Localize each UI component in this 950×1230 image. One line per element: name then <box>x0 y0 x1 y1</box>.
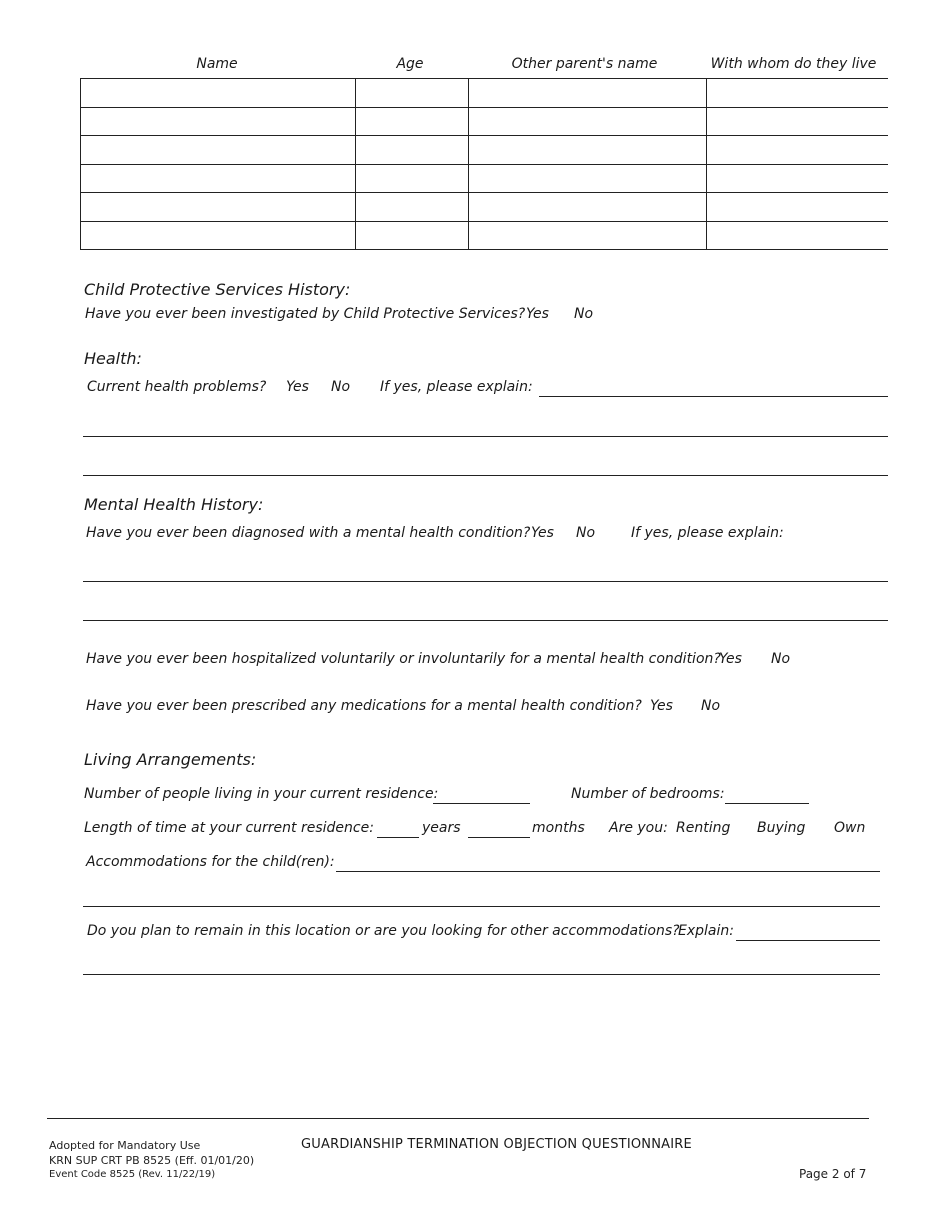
mental-q3-yes-option[interactable]: Yes <box>650 698 673 714</box>
child-lives-with-cell[interactable] <box>707 136 889 165</box>
child-lives-with-cell[interactable] <box>707 107 889 136</box>
footer-form-title: GUARDIANSHIP TERMINATION OBJECTION QUESTIONNAIRE <box>301 1137 692 1152</box>
child-name-cell[interactable] <box>81 164 356 193</box>
living-months-field[interactable] <box>468 837 530 838</box>
health-question: Current health problems? <box>87 379 267 395</box>
mental-q2: Have you ever been hospitalized voluntarily or involuntarily for a mental health condition? <box>86 651 721 667</box>
living-accommodations-line-2[interactable] <box>83 906 880 907</box>
living-own-option[interactable]: Own <box>834 820 866 836</box>
living-length-label: Length of time at your current residence: <box>84 820 374 836</box>
mental-q1-explain-label: If yes, please explain: <box>631 525 784 541</box>
table-row <box>81 221 889 250</box>
health-explain-field[interactable] <box>539 396 888 397</box>
child-name-cell[interactable] <box>81 107 356 136</box>
footer-divider <box>47 1118 869 1119</box>
table-row <box>81 193 889 222</box>
mental-heading: Mental Health History: <box>84 495 264 514</box>
table-row <box>81 79 889 108</box>
col-header-age: Age <box>396 56 424 72</box>
living-bedrooms-label: Number of bedrooms: <box>571 786 725 802</box>
living-people-label: Number of people living in your current residence: <box>84 786 439 802</box>
col-header-lives-with: With whom do they live <box>710 56 877 72</box>
table-row <box>81 136 889 165</box>
living-are-you-label: Are you: <box>609 820 668 836</box>
footer-adopted: Adopted for Mandatory Use <box>49 1139 201 1152</box>
living-years-label: years <box>422 820 461 836</box>
cps-question: Have you ever been investigated by Child Protective Services? <box>85 306 526 322</box>
child-other-parent-cell[interactable] <box>469 107 707 136</box>
child-lives-with-cell[interactable] <box>707 193 889 222</box>
table-row <box>81 164 889 193</box>
col-header-other-parent: Other parent's name <box>511 56 658 72</box>
children-table <box>80 78 888 250</box>
mental-q2-no-option[interactable]: No <box>771 651 791 667</box>
living-plan-explain-line-2[interactable] <box>83 974 880 975</box>
child-age-cell[interactable] <box>356 136 469 165</box>
living-plan-explain-field[interactable] <box>736 940 880 941</box>
living-bedrooms-field[interactable] <box>725 803 809 804</box>
mental-explain-line-1[interactable] <box>83 581 888 582</box>
mental-q3-no-option[interactable]: No <box>701 698 721 714</box>
footer-event-code: Event Code 8525 (Rev. 11/22/19) <box>49 1169 216 1180</box>
child-lives-with-cell[interactable] <box>707 164 889 193</box>
child-name-cell[interactable] <box>81 193 356 222</box>
living-accommodations-label: Accommodations for the child(ren): <box>86 854 335 870</box>
mental-q2-yes-option[interactable]: Yes <box>719 651 742 667</box>
mental-q3: Have you ever been prescribed any medications for a mental health condition? <box>86 698 642 714</box>
mental-q1-no-option[interactable]: No <box>576 525 596 541</box>
living-buying-option[interactable]: Buying <box>757 820 806 836</box>
health-no-option[interactable]: No <box>331 379 351 395</box>
child-other-parent-cell[interactable] <box>469 164 707 193</box>
mental-q1-yes-option[interactable]: Yes <box>531 525 554 541</box>
child-age-cell[interactable] <box>356 164 469 193</box>
child-other-parent-cell[interactable] <box>469 221 707 250</box>
col-header-name: Name <box>196 56 238 72</box>
living-accommodations-field[interactable] <box>336 871 880 872</box>
living-people-field[interactable] <box>433 803 530 804</box>
cps-yes-option[interactable]: Yes <box>526 306 549 322</box>
child-other-parent-cell[interactable] <box>469 193 707 222</box>
child-name-cell[interactable] <box>81 136 356 165</box>
table-row <box>81 107 889 136</box>
health-yes-option[interactable]: Yes <box>286 379 309 395</box>
child-age-cell[interactable] <box>356 79 469 108</box>
cps-heading: Child Protective Services History: <box>84 280 351 299</box>
mental-q1: Have you ever been diagnosed with a mental health condition? <box>86 525 531 541</box>
footer-page-number: Page 2 of 7 <box>799 1167 867 1181</box>
living-months-label: months <box>532 820 585 836</box>
child-name-cell[interactable] <box>81 79 356 108</box>
mental-explain-line-2[interactable] <box>83 620 888 621</box>
health-heading: Health: <box>84 349 142 368</box>
health-explain-label: If yes, please explain: <box>380 379 533 395</box>
cps-no-option[interactable]: No <box>574 306 594 322</box>
child-lives-with-cell[interactable] <box>707 79 889 108</box>
child-age-cell[interactable] <box>356 107 469 136</box>
child-other-parent-cell[interactable] <box>469 79 707 108</box>
living-plan-question: Do you plan to remain in this location or are you looking for other accommodations? <box>87 923 680 939</box>
living-plan-explain-label: Explain: <box>678 923 734 939</box>
child-other-parent-cell[interactable] <box>469 136 707 165</box>
footer-form-id: KRN SUP CRT PB 8525 (Eff. 01/01/20) <box>49 1154 255 1167</box>
health-explain-line-2[interactable] <box>83 436 888 437</box>
child-name-cell[interactable] <box>81 221 356 250</box>
living-renting-option[interactable]: Renting <box>676 820 731 836</box>
health-explain-line-3[interactable] <box>83 475 888 476</box>
living-years-field[interactable] <box>377 837 419 838</box>
child-age-cell[interactable] <box>356 221 469 250</box>
living-heading: Living Arrangements: <box>84 750 257 769</box>
child-lives-with-cell[interactable] <box>707 221 889 250</box>
child-age-cell[interactable] <box>356 193 469 222</box>
